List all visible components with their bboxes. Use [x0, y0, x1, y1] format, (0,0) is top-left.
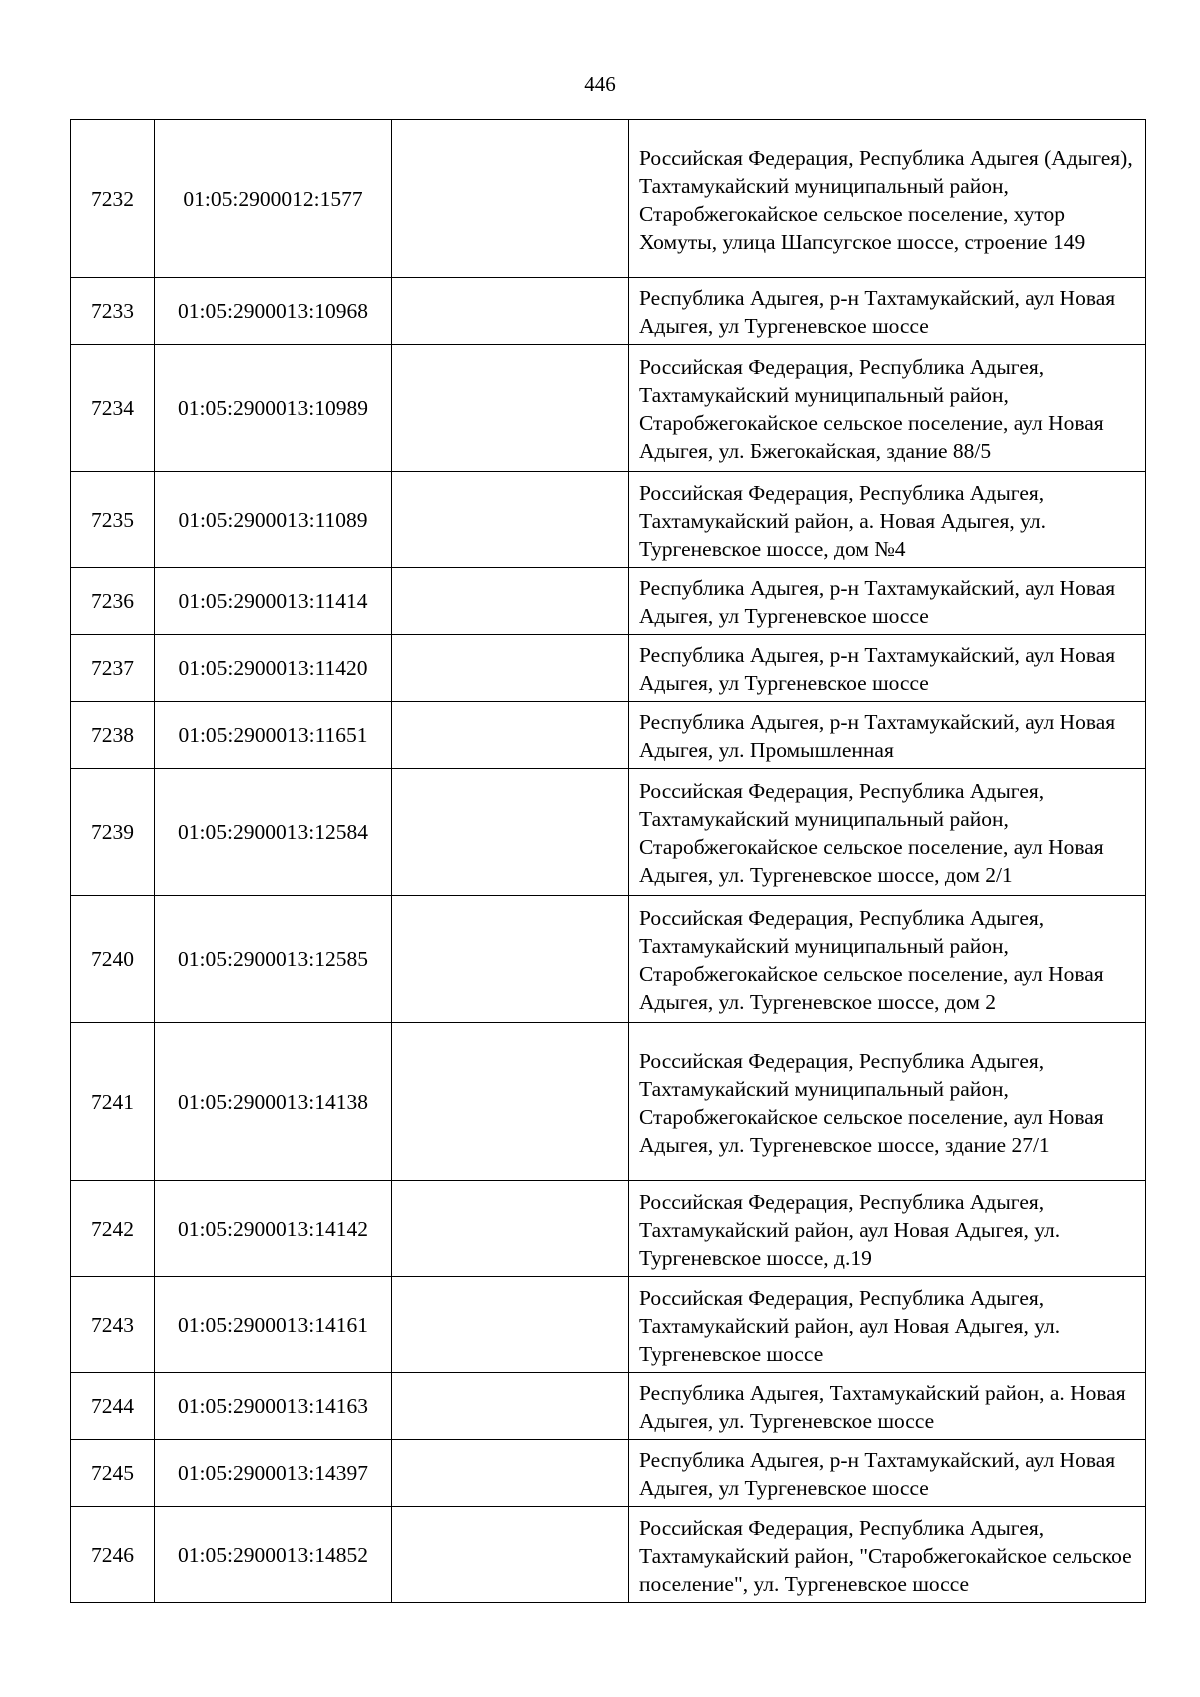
empty-cell: [392, 278, 629, 345]
row-number-cell: 7238: [71, 702, 155, 769]
cadastral-number-cell: 01:05:2900012:1577: [155, 120, 392, 278]
empty-cell: [392, 1507, 629, 1603]
address-cell: Российская Федерация, Республика Адыгея (Адыгея), Тахтамукайский муниципальный район, Старобжегокайское сельское поселение, хутор Хомуты, улица Шапсугское шоссе, строение 149: [629, 120, 1146, 278]
row-number-cell: 7242: [71, 1181, 155, 1277]
empty-cell: [392, 1277, 629, 1373]
address-cell: Российская Федерация, Республика Адыгея, Тахтамукайский район, а. Новая Адыгея, ул. Тургеневское шоссе, дом №4: [629, 472, 1146, 568]
cadastral-number-cell: 01:05:2900013:10989: [155, 345, 392, 472]
empty-cell: [392, 702, 629, 769]
table-row: [71, 472, 1146, 568]
address-cell: Российская Федерация, Республика Адыгея, Тахтамукайский район, аул Новая Адыгея, ул. Тургеневское шоссе, д.19: [629, 1181, 1146, 1277]
empty-cell: [392, 345, 629, 472]
table-row: [71, 1373, 1146, 1440]
address-cell: Республика Адыгея, р-н Тахтамукайский, аул Новая Адыгея, ул Тургеневское шоссе: [629, 568, 1146, 635]
address-cell: Республика Адыгея, р-н Тахтамукайский, аул Новая Адыгея, ул Тургеневское шоссе: [629, 278, 1146, 345]
address-cell: Российская Федерация, Республика Адыгея, Тахтамукайский муниципальный район, Старобжегокайское сельское поселение, аул Новая Адыгея, ул. Тургеневское шоссе, дом 2/1: [629, 769, 1146, 896]
table-row: [71, 1277, 1146, 1373]
table-row: [71, 278, 1146, 345]
registry-table: [70, 119, 1146, 1603]
cadastral-number-cell: 01:05:2900013:14138: [155, 1023, 392, 1181]
cadastral-number-cell: 01:05:2900013:11089: [155, 472, 392, 568]
cadastral-number-cell: 01:05:2900013:11651: [155, 702, 392, 769]
table-row: [71, 120, 1146, 278]
row-number-cell: 7237: [71, 635, 155, 702]
table-row: [71, 896, 1146, 1023]
address-cell: Российская Федерация, Республика Адыгея, Тахтамукайский муниципальный район, Старобжегокайское сельское поселение, аул Новая Адыгея, ул. Тургеневское шоссе, здание 27/1: [629, 1023, 1146, 1181]
empty-cell: [392, 635, 629, 702]
empty-cell: [392, 896, 629, 1023]
empty-cell: [392, 1023, 629, 1181]
cadastral-number-cell: 01:05:2900013:11420: [155, 635, 392, 702]
row-number-cell: 7232: [71, 120, 155, 278]
table-row: [71, 1181, 1146, 1277]
cadastral-number-cell: 01:05:2900013:14852: [155, 1507, 392, 1603]
empty-cell: [392, 472, 629, 568]
table-row: [71, 702, 1146, 769]
cadastral-number-cell: 01:05:2900013:11414: [155, 568, 392, 635]
registry-table-body: [71, 120, 1146, 1603]
address-cell: Российская Федерация, Республика Адыгея, Тахтамукайский муниципальный район, Старобжегокайское сельское поселение, аул Новая Адыгея, ул. Бжегокайская, здание 88/5: [629, 345, 1146, 472]
table-row: [71, 568, 1146, 635]
cadastral-number-cell: 01:05:2900013:10968: [155, 278, 392, 345]
row-number-cell: 7245: [71, 1440, 155, 1507]
empty-cell: [392, 120, 629, 278]
row-number-cell: 7241: [71, 1023, 155, 1181]
empty-cell: [392, 1181, 629, 1277]
row-number-cell: 7244: [71, 1373, 155, 1440]
cadastral-number-cell: 01:05:2900013:12585: [155, 896, 392, 1023]
table-row: [71, 1440, 1146, 1507]
table-row: [71, 1023, 1146, 1181]
row-number-cell: 7233: [71, 278, 155, 345]
table-row: [71, 635, 1146, 702]
address-cell: Республика Адыгея, р-н Тахтамукайский, аул Новая Адыгея, ул Тургеневское шоссе: [629, 635, 1146, 702]
row-number-cell: 7236: [71, 568, 155, 635]
empty-cell: [392, 1440, 629, 1507]
row-number-cell: 7246: [71, 1507, 155, 1603]
cadastral-number-cell: 01:05:2900013:14397: [155, 1440, 392, 1507]
empty-cell: [392, 769, 629, 896]
address-cell: Российская Федерация, Республика Адыгея, Тахтамукайский муниципальный район, Старобжегокайское сельское поселение, аул Новая Адыгея, ул. Тургеневское шоссе, дом 2: [629, 896, 1146, 1023]
cadastral-number-cell: 01:05:2900013:12584: [155, 769, 392, 896]
address-cell: Республика Адыгея, р-н Тахтамукайский, аул Новая Адыгея, ул Тургеневское шоссе: [629, 1440, 1146, 1507]
row-number-cell: 7239: [71, 769, 155, 896]
table-row: [71, 1507, 1146, 1603]
address-cell: Республика Адыгея, р-н Тахтамукайский, аул Новая Адыгея, ул. Промышленная: [629, 702, 1146, 769]
page-number: 446: [584, 72, 616, 96]
cadastral-number-cell: 01:05:2900013:14142: [155, 1181, 392, 1277]
empty-cell: [392, 568, 629, 635]
address-cell: Российская Федерация, Республика Адыгея, Тахтамукайский район, аул Новая Адыгея, ул. Тургеневское шоссе: [629, 1277, 1146, 1373]
table-row: [71, 345, 1146, 472]
row-number-cell: 7234: [71, 345, 155, 472]
row-number-cell: 7243: [71, 1277, 155, 1373]
row-number-cell: 7235: [71, 472, 155, 568]
cadastral-number-cell: 01:05:2900013:14161: [155, 1277, 392, 1373]
cadastral-number-cell: 01:05:2900013:14163: [155, 1373, 392, 1440]
empty-cell: [392, 1373, 629, 1440]
address-cell: Российская Федерация, Республика Адыгея, Тахтамукайский район, "Старобжегокайское сельское поселение", ул. Тургеневское шоссе: [629, 1507, 1146, 1603]
row-number-cell: 7240: [71, 896, 155, 1023]
table-row: [71, 769, 1146, 896]
address-cell: Республика Адыгея, Тахтамукайский район, а. Новая Адыгея, ул. Тургеневское шоссе: [629, 1373, 1146, 1440]
